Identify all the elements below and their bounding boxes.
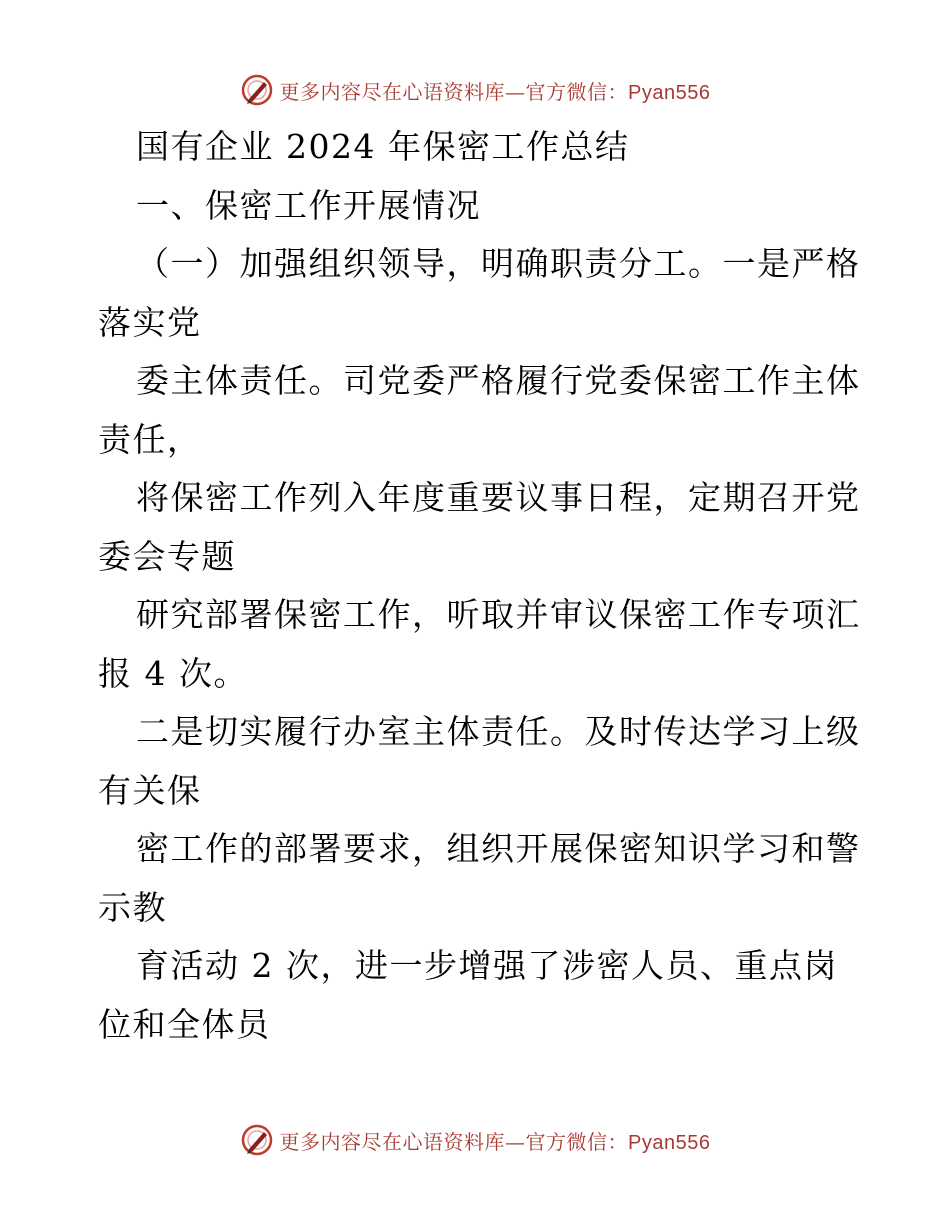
document-line: 委主体责任。司党委严格履行党委保密工作主体 [136,361,861,400]
document-line: 国有企业 2024 年保密工作总结 [136,127,630,166]
document-line: 位和全体员 [98,1004,271,1044]
document-line: 育活动 2 次，进一步增强了涉密人员、重点岗 [136,946,838,985]
document-body [98,118,861,1054]
banner-text [280,1126,711,1155]
footer-banner [0,1120,950,1160]
document-line: 一、保密工作开展情况 [136,185,481,225]
document-line: 有关保 [98,770,202,810]
banner-text [280,76,711,105]
document-line: 示教 [98,887,167,927]
pen-logo-icon [240,73,274,107]
banner-slogan: 更多内容尽在心语资料库—官方微信： [279,79,629,104]
header-banner [0,70,950,110]
document-line: 落实党 [98,302,202,342]
document-line: 将保密工作列入年度重要议事日程，定期召开党 [136,478,861,517]
banner-wechat-id: Pyan556 [628,81,711,104]
document-line: （一）加强组织领导，明确职责分工。一是严格 [136,244,861,283]
document-line: 密工作的部署要求，组织开展保密知识学习和警 [136,829,861,868]
banner-slogan: 更多内容尽在心语资料库—官方微信： [279,1129,629,1154]
document-line: 责任， [98,419,202,459]
pen-logo-icon [240,1123,274,1157]
document-line: 二是切实履行办室主体责任。及时传达学习上级 [136,712,861,751]
banner-wechat-id: Pyan556 [628,1131,711,1154]
document-line: 报 4 次。 [98,653,248,693]
document-line: 委会专题 [98,536,236,576]
document-line: 研究部署保密工作，听取并审议保密工作专项汇 [136,595,861,634]
